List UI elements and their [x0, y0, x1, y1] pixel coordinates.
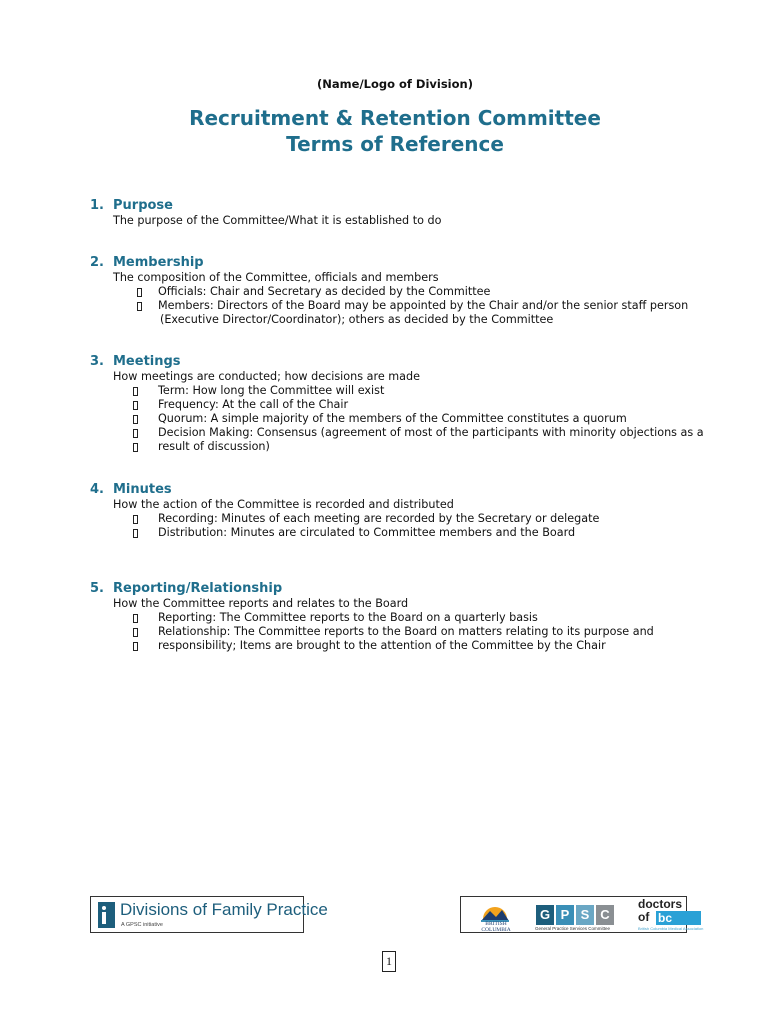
bullet-list [90, 384, 730, 454]
section-purpose [90, 198, 730, 228]
list-item: Decision Making: Consensus (agreement of most of the participants with minority objections as a [90, 426, 730, 440]
section-minutes [90, 482, 730, 540]
divisions-of-family-practice-logo [90, 896, 328, 933]
bullet-box-icon [133, 515, 138, 524]
section-description: How the Committee reports and relates to the Board [113, 597, 409, 610]
section-description: How meetings are conducted; how decisions are made [113, 370, 421, 383]
list-item: Relationship: The Committee reports to the Board on matters relating to its purpose and [90, 625, 730, 639]
section-number: 5. [90, 581, 104, 596]
bullet-box-icon [137, 288, 142, 297]
bullet-box-icon [133, 387, 138, 396]
bullet-box-icon [133, 401, 138, 410]
section-number: 3. [90, 354, 104, 369]
section-heading: Reporting/Relationship [113, 581, 283, 596]
dfp-person-icon [98, 902, 115, 928]
dfp-logo-name: Divisions of Family Practice [120, 900, 328, 919]
gpsc-logo-tagline: General Practice Services Committee [535, 926, 611, 931]
section-number: 4. [90, 482, 104, 497]
list-item: Members: Directors of the Board may be appointed by the Chair and/or the senior staff person [90, 299, 730, 313]
bullet-box-icon [137, 302, 142, 311]
list-item: Officials: Chair and Secretary as decided by the Committee [90, 285, 730, 299]
document-title: Recruitment & Retention Committee [189, 106, 601, 130]
section-meetings [90, 354, 730, 454]
doctors-of-bc-logo-of: of [638, 910, 650, 924]
list-item: result of discussion) [90, 440, 730, 454]
bullet-list [90, 285, 730, 327]
list-item: Reporting: The Committee reports to the Board on a quarterly basis [90, 611, 730, 625]
gpsc-letter: G [536, 905, 554, 925]
bullet-box-icon [133, 429, 138, 438]
bullet-list [90, 512, 730, 540]
bc-logo-text: BRITISH COLUMBIA [481, 921, 511, 933]
partner-logos [460, 896, 704, 933]
list-item: Distribution: Minutes are circulated to Committee members and the Board [90, 526, 730, 540]
dfp-logo-tagline: A GPSC initiative [121, 922, 163, 928]
doctors-of-bc-logo-line1: doctors [638, 897, 683, 911]
list-item: Frequency: At the call of the Chair [90, 398, 730, 412]
gpsc-letter: P [556, 905, 574, 925]
bullet-list [90, 611, 730, 653]
section-number: 2. [90, 255, 104, 270]
bullet-box-icon [133, 628, 138, 637]
list-item-continuation: (Executive Director/Coordinator); others as decided by the Committee [160, 313, 554, 326]
gpsc-letter: S [576, 905, 594, 925]
section-description: The composition of the Committee, officials and members [113, 271, 439, 284]
section-reporting-relationship [90, 581, 730, 653]
section-heading: Meetings [113, 354, 181, 369]
bullet-box-icon [133, 529, 138, 538]
section-heading: Purpose [113, 198, 173, 213]
bullet-box-icon [133, 443, 138, 452]
gpsc-letter: C [596, 905, 614, 925]
page-number: 1 [382, 951, 396, 972]
doctors-of-bc-logo-tagline: British Columbia Medical Association [638, 926, 704, 931]
list-item: Quorum: A simple majority of the members of the Committee constitutes a quorum [90, 412, 730, 426]
list-item: responsibility; Items are brought to the attention of the Committee by the Chair [90, 639, 730, 653]
bullet-box-icon [133, 614, 138, 623]
section-membership [90, 255, 730, 327]
section-number: 1. [90, 198, 104, 213]
doctors-of-bc-logo-bc: bc [656, 911, 701, 925]
document-subtitle: Terms of Reference [286, 132, 504, 156]
division-name-placeholder: (Name/Logo of Division) [317, 77, 473, 91]
list-item: Term: How long the Committee will exist [90, 384, 730, 398]
section-description: How the action of the Committee is recorded and distributed [113, 498, 454, 511]
section-description: The purpose of the Committee/What it is established to do [113, 214, 442, 227]
gpsc-logo [536, 905, 616, 925]
bullet-box-icon [133, 642, 138, 651]
section-heading: Membership [113, 255, 204, 270]
list-item: Recording: Minutes of each meeting are recorded by the Secretary or delegate [90, 512, 730, 526]
bullet-box-icon [133, 415, 138, 424]
section-heading: Minutes [113, 482, 172, 497]
